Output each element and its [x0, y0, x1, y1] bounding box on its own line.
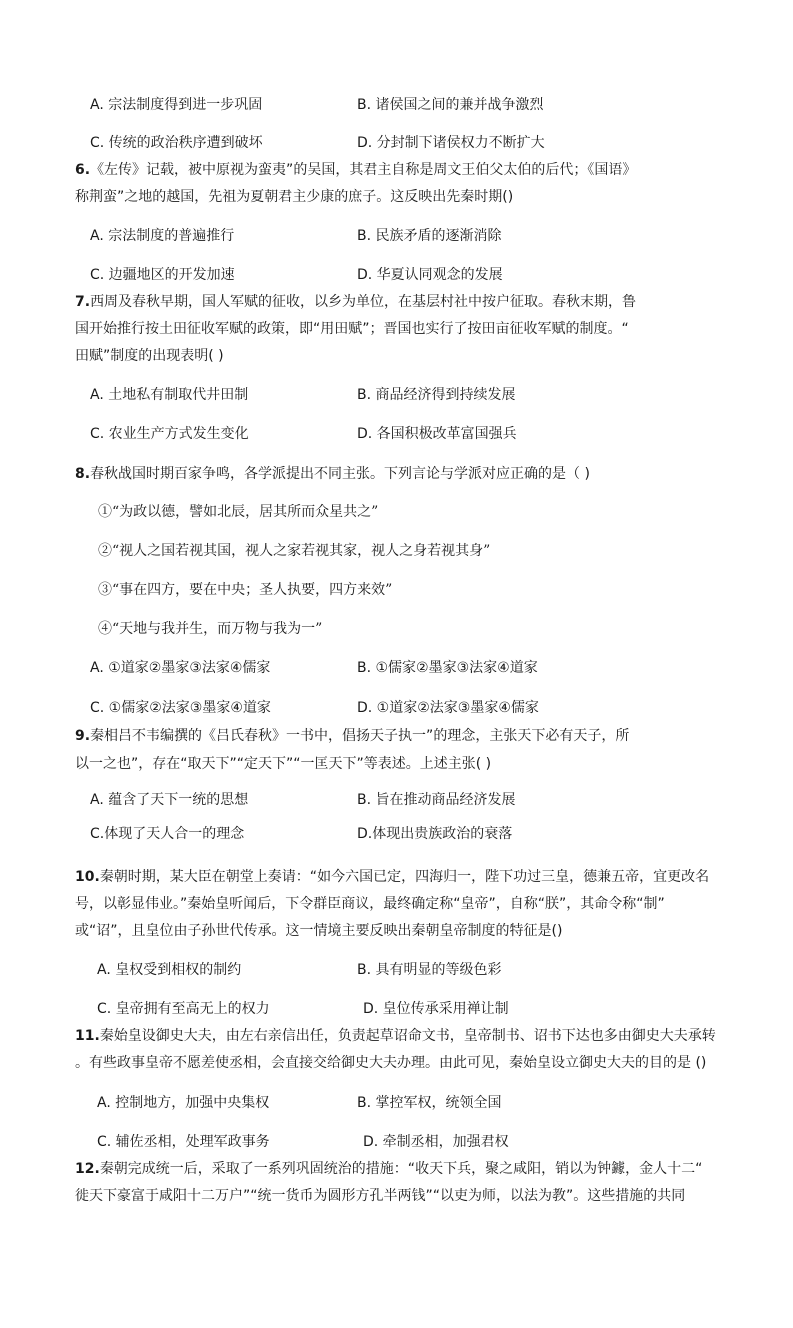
q9-option-d[interactable]: D.体现出贵族政治的衰落	[357, 826, 513, 842]
q7-stem-line-1	[75, 293, 636, 311]
q11-option-d[interactable]: D. 牵制丞相，加强君权	[363, 1134, 509, 1150]
q7-option-b[interactable]: B. 商品经济得到持续发展	[357, 387, 516, 403]
q8-number: 8.	[75, 466, 91, 482]
q10-option-a[interactable]: A. 皇权受到相权的制约	[97, 962, 242, 978]
q6-number: 6.	[75, 162, 91, 178]
q7-number: 7.	[75, 294, 91, 310]
q8-quote-1: ①“为政以德，譬如北辰，居其所而众星共之”	[98, 504, 379, 520]
q8-stem-line-1	[75, 465, 590, 483]
q11-stem-text-1: 秦始皇设御史大夫，由左右亲信出任，负责起草诏命文书，皇帝制书、诏书下达也多由御史大夫承转	[99, 1028, 716, 1044]
q7-stem-line-3: 田赋”制度的出现表明( )	[75, 348, 224, 364]
q9-option-a[interactable]: A. 蕴含了天下一统的思想	[90, 792, 249, 808]
q8-option-d[interactable]: D. ①道家②法家③墨家④儒家	[357, 700, 539, 716]
q10-stem-line-2: 号，以彰显伟业。”秦始皇听闻后，下令群臣商议，最终确定称“皇帝”，自称“朕”，其命令称“制”	[75, 896, 665, 912]
q6-stem-line-2: 称荆蛮”之地的越国，先祖为夏朝君主少康的庶子。这反映出先秦时期()	[75, 189, 514, 205]
q5-option-b[interactable]: B. 诸侯国之间的兼并战争激烈	[357, 97, 544, 113]
q5-option-d[interactable]: D. 分封制下诸侯权力不断扩大	[357, 135, 545, 151]
q12-stem-line-2: 徙天下豪富于咸阳十二万户”“统一货币为圆形方孔半两钱”“以吏为师，以法为教”。这些措施的共同	[75, 1188, 686, 1204]
q6-option-c[interactable]: C. 边疆地区的开发加速	[90, 267, 235, 283]
q9-stem-text-1: 秦相吕不韦编撰的《吕氏春秋》一书中，倡扬天子执一”的理念，主张天下必有天子，所	[90, 728, 630, 744]
q6-option-b[interactable]: B. 民族矛盾的逐渐消除	[357, 228, 502, 244]
q10-stem-line-3: 或“诏”，且皇位由子孙世代传承。这一情境主要反映出秦朝皇帝制度的特征是()	[75, 923, 563, 939]
q7-stem-line-2: 国开始推行按土田征收军赋的政策，即“用田赋”；晋国也实行了按田亩征收军赋的制度。“	[75, 321, 629, 337]
q11-stem-line-2: 。有些政事皇帝不愿差使丞相，会直接交给御史大夫办理。由此可见，秦始皇设立御史大夫的目的是 ()	[75, 1055, 707, 1071]
q7-stem-text-1: 西周及春秋早期，国人军赋的征收，以乡为单位，在基层村社中按户征取。春秋末期，鲁	[90, 294, 637, 310]
q10-option-d[interactable]: D. 皇位传承采用禅让制	[363, 1001, 509, 1017]
q8-stem-text-1: 春秋战国时期百家争鸣，各学派提出不同主张。下列言论与学派对应正确的是（ )	[90, 466, 590, 482]
q10-option-b[interactable]: B. 具有明显的等级色彩	[357, 962, 502, 978]
q11-option-b[interactable]: B. 掌控军权，统领全国	[357, 1095, 502, 1111]
q10-stem-text-1: 秦朝时期，某大臣在朝堂上奏请：“如今六国已定，四海归一，陛下功过三皇，德兼五帝，宜更改名	[99, 869, 710, 885]
q8-option-c[interactable]: C. ①儒家②法家③墨家④道家	[90, 700, 271, 716]
q9-option-c[interactable]: C.体现了天人合一的理念	[90, 826, 245, 842]
q8-quote-2: ②“视人之国若视其国，视人之家若视其家，视人之身若视其身”	[98, 543, 491, 559]
q8-quote-4: ④“天地与我并生，而万物与我为一”	[98, 621, 323, 637]
q8-option-a[interactable]: A. ①道家②墨家③法家④儒家	[90, 660, 271, 676]
q7-option-c[interactable]: C. 农业生产方式发生变化	[90, 426, 249, 442]
q6-stem-text-1: 《左传》记载，被中原视为蛮夷”的吴国，其君主自称是周文王伯父太伯的后代；《国语》	[90, 162, 637, 178]
q10-number: 10.	[75, 869, 100, 885]
q6-stem-line-1	[75, 161, 636, 179]
q8-quote-3: ③“事在四方，要在中央；圣人执要，四方来效”	[98, 582, 393, 598]
q9-number: 9.	[75, 728, 91, 744]
q11-option-c[interactable]: C. 辅佐丞相，处理军政事务	[97, 1134, 270, 1150]
q11-stem-line-1	[75, 1027, 716, 1045]
q12-number: 12.	[75, 1161, 100, 1177]
q9-stem-line-1	[75, 727, 629, 745]
q12-stem-line-1	[75, 1160, 702, 1178]
q6-option-a[interactable]: A. 宗法制度的普遍推行	[90, 228, 235, 244]
q5-option-c[interactable]: C. 传统的政治秩序遭到破坏	[90, 135, 263, 151]
q6-option-d[interactable]: D. 华夏认同观念的发展	[357, 267, 503, 283]
q11-option-a[interactable]: A. 控制地方，加强中央集权	[97, 1095, 270, 1111]
q11-number: 11.	[75, 1028, 100, 1044]
q8-option-b[interactable]: B. ①儒家②墨家③法家④道家	[357, 660, 538, 676]
q7-option-d[interactable]: D. 各国积极改革富国强兵	[357, 426, 517, 442]
q7-option-a[interactable]: A. 土地私有制取代井田制	[90, 387, 249, 403]
q9-stem-line-2: 以一之也”，存在“取天下”“定天下”“一匡天下”等表述。上述主张( )	[75, 756, 492, 772]
q9-option-b[interactable]: B. 旨在推动商品经济发展	[357, 792, 516, 808]
q10-option-c[interactable]: C. 皇帝拥有至高无上的权力	[97, 1001, 270, 1017]
q12-stem-text-1: 秦朝完成统一后，采取了一系列巩固统治的措施：“收天下兵，聚之咸阳，销以为钟鐻，金人十二“	[99, 1161, 703, 1177]
q10-stem-line-1	[75, 868, 709, 886]
q5-option-a[interactable]: A. 宗法制度得到进一步巩固	[90, 97, 263, 113]
